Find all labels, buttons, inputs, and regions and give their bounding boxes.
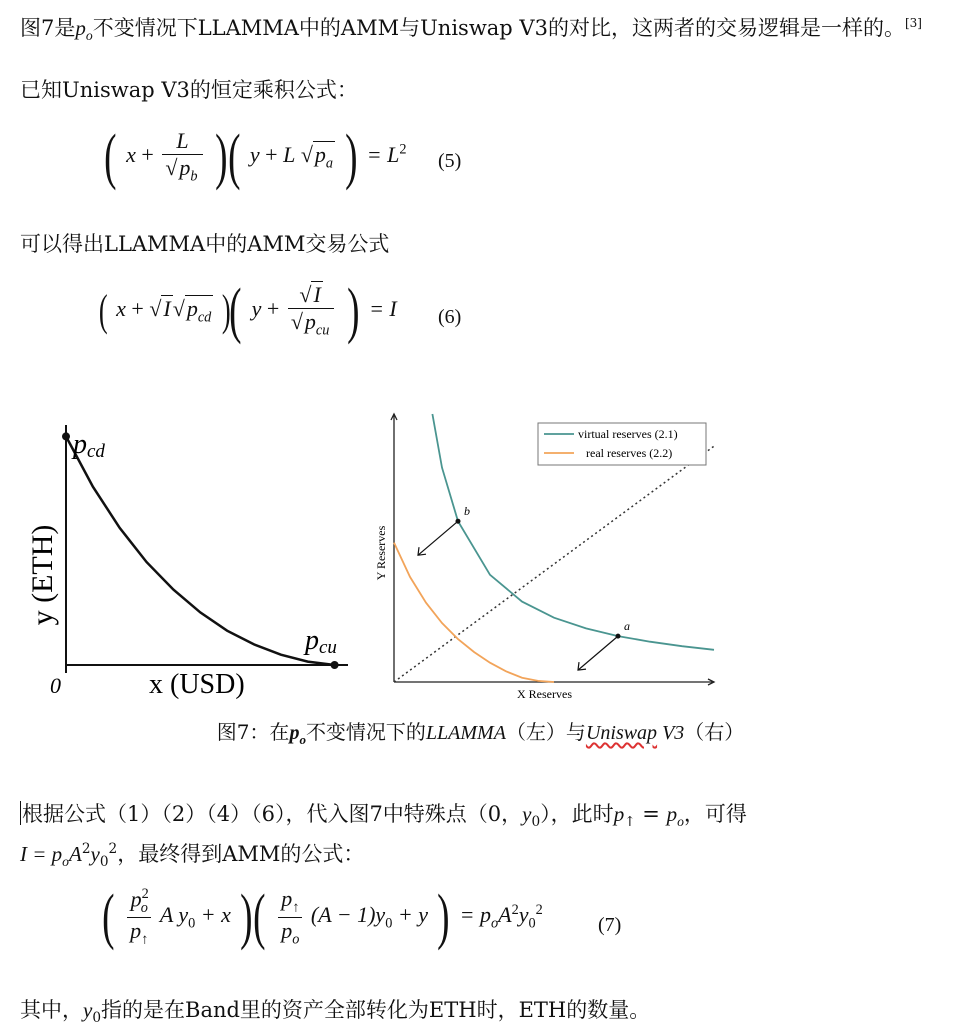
text-cursor [20,801,21,825]
llamma-curve [66,436,335,665]
figure-caption: 图7：在$p_o$不变情况下的LLAMMA（左）与Uniswap V3（右） [216,720,745,747]
x-reserves-label: X Reserves [517,687,572,701]
annotated-points [418,504,630,670]
equation-5-label: (5) [438,150,462,172]
derivation-paragraph: 根据公式（1）（2）（4）（6），代入图7中特殊点（0，$y_0$），此时$p_↑ = p_o$，可得 [22,802,747,831]
real-reserves-curve [394,543,554,682]
equation-6-label: (6) [438,306,462,328]
equation-7: ( $\frac{p^2_o}{p_↑}$ A $y_0 + x$ )( $\frac{p_↑}{p_o}$ $(A - 1)y_0 + y$ ) = $p_oA^2y_0^2$ [102,883,543,952]
pcu-label: pcu [305,625,337,658]
intro-text-start: 图7是 [20,16,76,40]
point-label-b: b [464,504,470,519]
fraction-sqrtI-over-sqrt-pcu: $\frac{√I}{√p_{cu}}$ [288,282,335,339]
point-label-a: a [624,619,630,634]
pcd-point [62,432,70,440]
diagonal-dotted-line [394,446,714,682]
pcd-label: pcd [73,429,105,462]
legend [538,423,706,465]
equation-7-label: (7) [598,914,622,936]
po-symbol: p [75,16,86,40]
x-axis-label: x (USD) [149,669,245,700]
intro-paragraph [20,12,922,44]
fraction-po2-over-pup: $\frac{p^2_o}{p_↑}$ [127,886,151,948]
y-axis-label: y (ETH) [26,524,59,626]
citation-link[interactable]: [3] [904,16,922,30]
fraction-pup-over-po: $\frac{p_↑}{p_o}$ [278,886,302,948]
y-reserves-label: Y Reserves [374,525,388,581]
pcu-point [331,661,339,669]
llamma-curve-chart [18,415,363,705]
llamma-intro: 可以得出LLAMMA中的AMM交易公式 [20,232,390,256]
y0-definition: 其中，$y_0$指的是在Band里的资产全部转化为ETH时，ETH的数量。 [20,998,651,1027]
uniswap-v3-reserves-chart [372,408,722,708]
equation-6: ( $x + √I√p_{cd}$ )( y + $\frac{√I}{√p_{cu}}$ ) = I [98,277,397,345]
equation-5: ( x + $\frac{L}{√p_b}$ )( y + L $√p_a$ ) = $L^2$ [104,123,407,191]
po-subscript: o [85,28,93,44]
arrow-b [418,521,458,555]
legend-real: real reserves (2.2) [586,446,673,460]
intro-text-end: 不变情况下LLAMMA中的AMM与Uniswap V3的对比，这两者的交易逻辑是一样的。 [92,16,905,40]
spellcheck-underlined-word[interactable]: Uniswap [585,722,658,744]
legend-virtual: virtual reserves (2.1) [578,427,678,441]
invariant-paragraph: $I = p_oA^2y_0^2$，最终得到AMM的公式： [20,841,365,871]
uniswap-intro: 已知Uniswap V3的恒定乘积公式： [20,78,358,102]
origin-label: 0 [50,673,61,698]
fraction-L-over-sqrt-pb: $\frac{L}{√p_b}$ [162,128,202,185]
arrow-a [578,636,618,670]
